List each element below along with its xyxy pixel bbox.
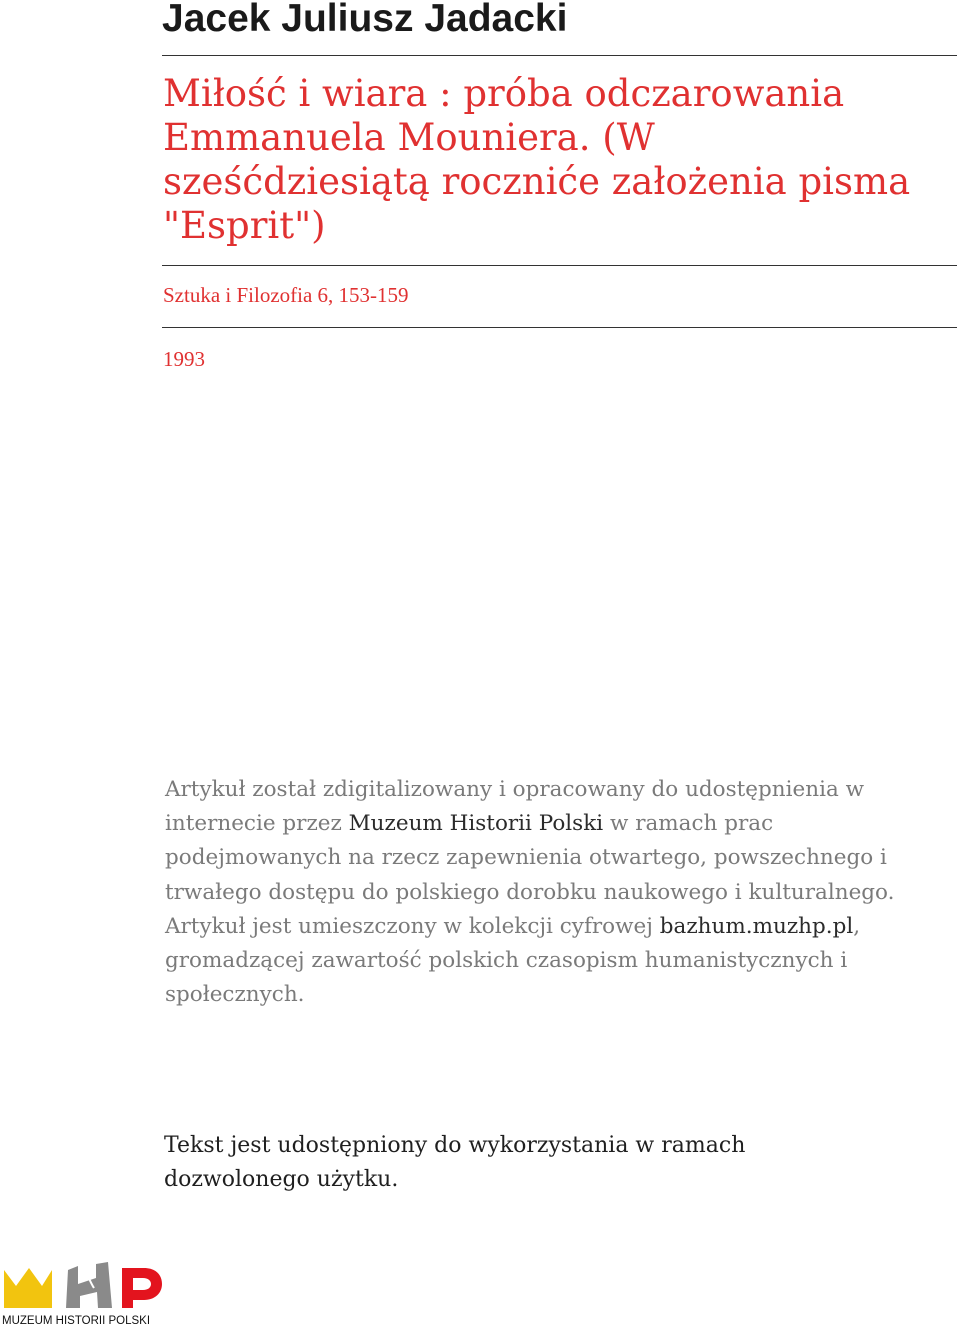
divider-bottom [162, 327, 957, 328]
author-name: Jacek Juliusz Jadacki [162, 0, 568, 40]
logo-red-p [122, 1268, 162, 1308]
publication-year: 1993 [163, 347, 205, 371]
divider-middle [162, 265, 957, 266]
article-source: Sztuka i Filozofia 6, 153-159 [163, 283, 409, 307]
museum-logo-icon [2, 1262, 166, 1314]
notice-text-part3: , gromadzącej zawartość polskich czasopism humanistycznych i społecznych. [165, 913, 861, 1008]
notice-text-part2: w ramach prac podejmowanych na rzecz zapewnienia otwartego, powszechnego i trwałego dostępu do polskiego dorobku naukowego i kulturalnego. Artykuł jest umieszczony w kolekcji cyfrowej [165, 811, 895, 939]
article-title: Miłość i wiara : próba odczarowania Emmanuela Mouniera. (W sześćdziesiątą rocznićе założenia pisma "Esprit") [163, 72, 911, 247]
collection-link[interactable]: bazhum.muzhp.pl [659, 913, 854, 939]
institution-link[interactable]: Muzeum Historii Polski [348, 811, 604, 837]
license-statement: Tekst jest udostępniony do wykorzystania w ramach dozwolonego użytku. [164, 1133, 746, 1192]
divider-top [162, 55, 957, 56]
notice-text-part1: Artykuł został zdigitalizowany i opracowany do udostępnienia w internecie przez [165, 777, 865, 837]
digitization-notice [165, 773, 935, 1012]
museum-logo-text: MUZEUM HISTORII POLSKI [2, 1315, 151, 1327]
museum-logo [2, 1262, 172, 1330]
logo-yellow-m [4, 1268, 52, 1308]
logo-gray-h [66, 1262, 112, 1308]
